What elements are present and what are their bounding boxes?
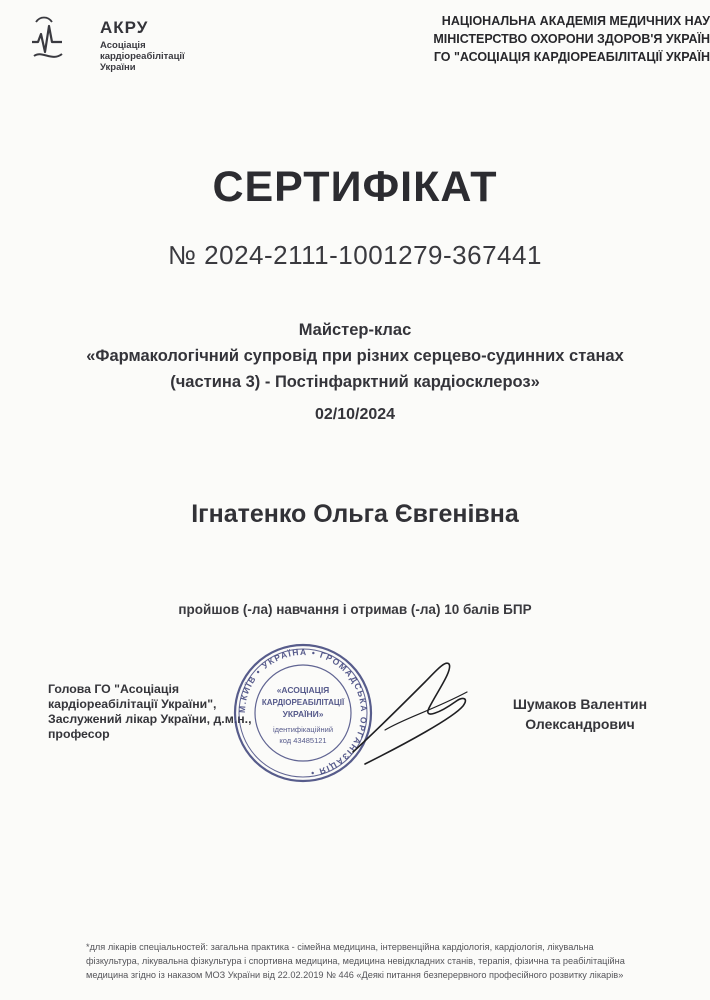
seal-outer-text: М.КИЇВ • УКРАЇНА • ГРОМАДСЬКА ОРГАНІЗАЦІЯ • [236, 646, 370, 779]
heart-rhythm-logo-icon [28, 12, 66, 64]
logo-text-line: Асоціація [100, 40, 146, 51]
footnote-line: *для лікарів спеціальностей: загальна практика - сімейна медицина, інтервенційна кардіологія, кардіологія, лікувальна [86, 942, 594, 952]
course-date: 02/10/2024 [314, 406, 396, 423]
association-logo [28, 10, 198, 73]
course-name-line: «Фармакологічний супровід при різних серцево-судинних станах [86, 347, 624, 365]
course-name-line: (частина 3) - Постінфарктний кардіосклероз» [170, 373, 540, 391]
signatory-title-line: кардіореабілітації України", [48, 697, 217, 711]
footnote-line: медицина згідно із наказом МОЗ України від 22.02.2019 № 446 «Деякі питання безперервного професійного розвитку лікарів» [86, 970, 624, 980]
signatory-name-line: Олександрович [525, 716, 635, 732]
logo-text-line: України [100, 62, 136, 73]
signatory-title [48, 682, 252, 742]
handwritten-signature [345, 652, 475, 772]
signatory-name-line: Шумаков Валентин [512, 696, 648, 712]
logo-text-line: кардіореабілітації [100, 51, 185, 62]
signatory-name [495, 694, 665, 734]
signatory-title-line: професор [48, 727, 110, 741]
institution-line: МІНІСТЕРСТВО ОХОРОНИ ЗДОРОВ'Я УКРАЇН [433, 32, 710, 46]
seal-inner-text: код 43485121 [279, 736, 327, 745]
seal-inner-text: «АСОЦІАЦІЯ [276, 685, 330, 695]
course-kind: Майстер-клас [298, 321, 412, 339]
issuing-institutions [390, 12, 710, 66]
certificate-title: СЕРТИФІКАТ [212, 163, 498, 211]
signatory-title-line: Голова ГО "Асоціація [48, 682, 180, 696]
footnote [86, 940, 686, 982]
seal-inner-text: КАРДІОРЕАБІЛІТАЦІЇ [261, 698, 345, 707]
footnote-line: фізкультура, лікувальна фізкультура і спортивна медицина, медицина невідкладних станів, терапія, фізична та реабілітаційна [86, 956, 625, 966]
institution-line: НАЦІОНАЛЬНА АКАДЕМІЯ МЕДИЧНИХ НАУ [441, 14, 710, 28]
recipient-name: Ігнатенко Ольга Євгенівна [191, 500, 519, 528]
certificate-number: № 2024-2111-1001279-367441 [168, 240, 542, 270]
logo-abbreviation: АКРУ [100, 18, 149, 37]
course-block [0, 317, 710, 428]
signatory-title-line: Заслужений лікар України, д.м.н., [48, 712, 252, 726]
completion-statement: пройшов (-ла) навчання і отримав (-ла) 10 балів БПР [178, 602, 532, 617]
seal-inner-text: УКРАЇНИ» [282, 709, 324, 719]
seal-inner-text: ідентифікаційний [272, 725, 334, 734]
institution-line: ГО "АСОЦІАЦІЯ КАРДІОРЕАБІЛІТАЦІЇ УКРАЇН [433, 50, 710, 64]
